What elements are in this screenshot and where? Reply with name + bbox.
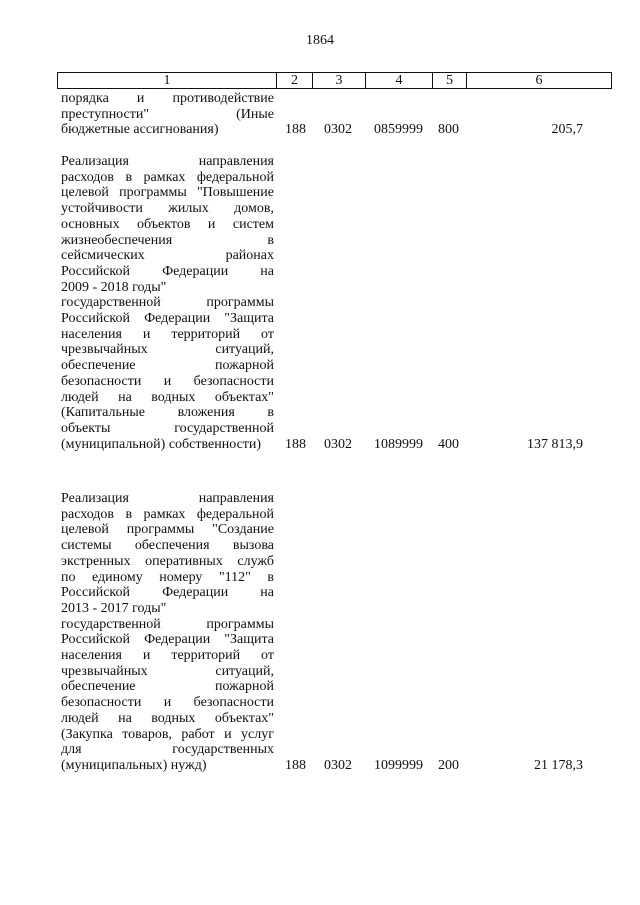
row-col4: 1089999 bbox=[374, 436, 423, 452]
row-amount: 137 813,9 bbox=[527, 436, 583, 452]
description-line: устойчивости жилых домов, bbox=[61, 201, 274, 217]
description-line: сейсмических районах bbox=[61, 248, 274, 264]
description-line: порядка и противодействие bbox=[61, 91, 274, 106]
row-description bbox=[61, 154, 274, 452]
row-col2: 188 bbox=[285, 122, 306, 138]
row-amount: 21 178,3 bbox=[534, 757, 583, 773]
row-col2: 188 bbox=[285, 757, 306, 773]
description-line: основных объектов и систем bbox=[61, 216, 274, 232]
description-line: 2009 - 2018 годы" bbox=[61, 279, 167, 295]
header-col-5: 5 bbox=[432, 72, 467, 89]
row-col3: 0302 bbox=[324, 436, 352, 452]
description-line: (муниципальной) собственности) bbox=[61, 436, 262, 452]
row-col5: 400 bbox=[438, 436, 459, 452]
description-line: (муниципальных) нужд) bbox=[61, 757, 207, 773]
description-line: для государственных bbox=[61, 742, 274, 758]
row-description bbox=[61, 91, 274, 138]
description-line: безопасности и безопасности bbox=[61, 373, 274, 389]
row-col3: 0302 bbox=[324, 757, 352, 773]
header-col-4: 4 bbox=[365, 72, 433, 89]
header-col-6: 6 bbox=[466, 72, 612, 89]
description-line: населения и территорий от bbox=[61, 326, 274, 342]
description-line: расходов в рамках федеральной bbox=[61, 506, 274, 522]
description-line: 2013 - 2017 годы" bbox=[61, 600, 167, 616]
row-col4: 0859999 bbox=[374, 122, 423, 138]
description-line: чрезвычайных ситуаций, bbox=[61, 663, 274, 679]
description-line: (Закупка товаров, работ и услуг bbox=[61, 726, 274, 742]
description-line: государственной программы bbox=[61, 295, 274, 311]
row-col5: 200 bbox=[438, 757, 459, 773]
description-line: людей на водных объектах" bbox=[61, 710, 274, 726]
description-line: жизнеобеспечения в bbox=[61, 232, 274, 248]
description-line: людей на водных объектах" bbox=[61, 389, 274, 405]
row-col4: 1099999 bbox=[374, 757, 423, 773]
description-line: Российской Федерации на bbox=[61, 585, 274, 601]
description-line: Реализация направления bbox=[61, 491, 274, 506]
table-header-row bbox=[57, 72, 612, 89]
row-col2: 188 bbox=[285, 436, 306, 452]
description-line: безопасности и безопасности bbox=[61, 695, 274, 711]
description-line: расходов в рамках федеральной bbox=[61, 169, 274, 185]
description-line: обеспечение пожарной bbox=[61, 358, 274, 374]
description-line: целевой программы "Создание bbox=[61, 522, 274, 538]
row-col3: 0302 bbox=[324, 122, 352, 138]
description-line: Российской Федерации на bbox=[61, 263, 274, 279]
description-line: обеспечение пожарной bbox=[61, 679, 274, 695]
description-line: государственной программы bbox=[61, 616, 274, 632]
header-col-3: 3 bbox=[312, 72, 366, 89]
description-line: (Капитальные вложения в bbox=[61, 405, 274, 421]
description-line: бюджетные ассигнования) bbox=[61, 122, 219, 138]
description-line: чрезвычайных ситуаций, bbox=[61, 342, 274, 358]
page-number: 1864 bbox=[306, 33, 334, 48]
row-col5: 800 bbox=[438, 122, 459, 138]
row-amount: 205,7 bbox=[551, 122, 583, 138]
description-line: системы обеспечения вызова bbox=[61, 538, 274, 554]
description-line: Российской Федерации "Защита bbox=[61, 311, 274, 327]
description-line: целевой программы "Повышение bbox=[61, 185, 274, 201]
description-line: преступности" (Иные bbox=[61, 106, 274, 122]
description-line: объекты государственной bbox=[61, 420, 274, 436]
description-line: Реализация направления bbox=[61, 154, 274, 169]
description-line: экстренных оперативных служб bbox=[61, 553, 274, 569]
header-col-1: 1 bbox=[57, 72, 277, 89]
row-description bbox=[61, 491, 274, 774]
description-line: Российской Федерации "Защита bbox=[61, 632, 274, 648]
header-col-2: 2 bbox=[276, 72, 313, 89]
description-line: населения и территорий от bbox=[61, 648, 274, 664]
description-line: по единому номеру "112" в bbox=[61, 569, 274, 585]
